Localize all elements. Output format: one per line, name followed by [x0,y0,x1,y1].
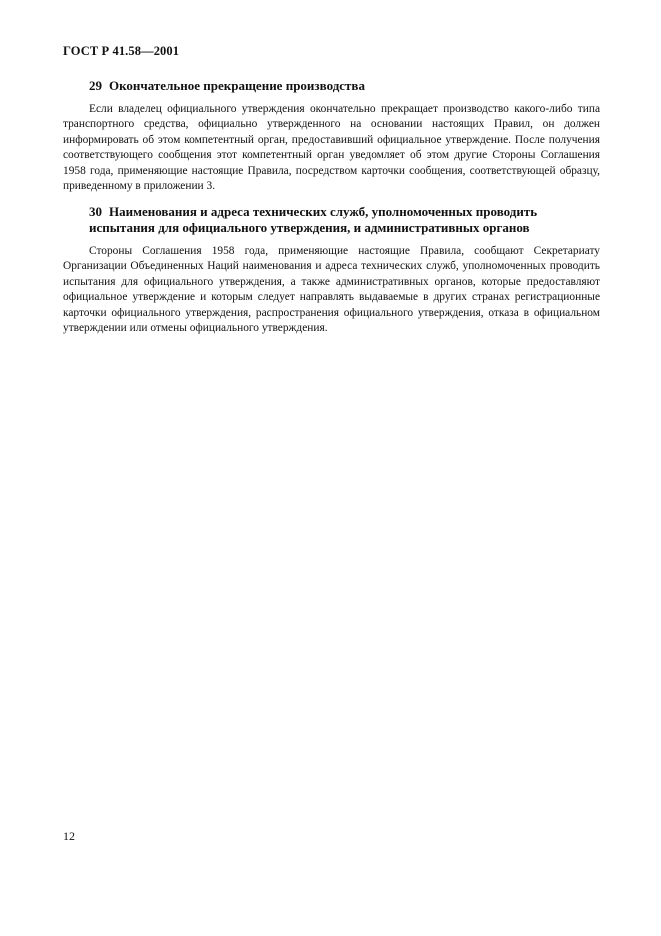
section-29-paragraph: Если владелец официального утверждения окончательно прекращает производство какого-либо типа транспортного средства, официально утвержденного на основании настоящих Правил, он должен информировать об этом компетентный орган, предоставивший официальное утверждение. После получения соответствующего сообщения этот компетентный орган уведомляет об этом другие Стороны Соглашения 1958 года, применяющие настоящие Правила, посредством карточки сообщения, соответствующей образцу, приведенному в приложении 3. [63,103,600,193]
page-number: 12 [63,829,75,843]
section-30-number: 30 [89,204,102,219]
section-30-title-line2: испытания для официального утверждения, и административных органов [89,220,530,235]
section-30-title-line1: Наименования и адреса технических служб, уполномоченных проводить [109,204,538,219]
section-29-heading [63,78,626,94]
section-29-title: Окончательное прекращение производства [109,78,365,93]
section-30-paragraph: Стороны Соглашения 1958 года, применяющие настоящие Правила, сообщают Секретариату Организации Объединенных Наций наименования и адреса технических служб, уполномоченных проводить испытания для официального утверждения, а также административных органов, которые предоставляют официальное утверждение и которым следует направлять выдаваемые в других странах регистрационные карточки официального утверждения, распространения официального утверждения, отказа в официальном утверждении или отмены официального утверждения. [63,245,600,335]
document-id-header: ГОСТ Р 41.58—2001 [63,44,180,58]
section-30-heading [63,204,626,236]
section-29-number: 29 [89,78,102,93]
